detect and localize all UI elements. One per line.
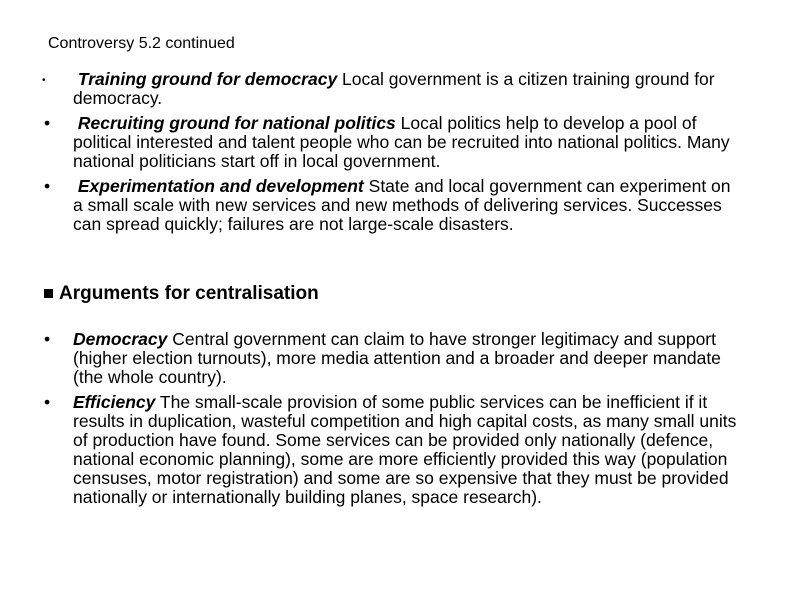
item-text: Central government can claim to have stronger legitimacy and support (higher election turnouts), more media attention and a broader and deeper mandate (the whole country). <box>73 329 721 387</box>
section-heading <box>44 283 319 305</box>
item-term: Democracy <box>73 329 168 349</box>
list-item <box>0 114 800 171</box>
bullet-icon: • <box>42 75 46 86</box>
item-term: Efficiency <box>73 392 156 412</box>
item-term: Training ground for democracy <box>77 69 338 89</box>
list-item <box>0 70 800 108</box>
item-text: Local politics help to develop a pool of political interested and talent people who can be recruited into national politics. Many national politicians start off in local government. <box>73 113 730 171</box>
bullet-icon: • <box>44 329 51 349</box>
bullet-icon: • <box>44 392 51 412</box>
section-heading-text: Arguments for centralisation <box>59 283 319 304</box>
square-bullet-icon <box>44 289 53 298</box>
bullet-icon: • <box>44 176 51 196</box>
item-text: State and local government can experiment on a small scale with new services and new methods of delivering services. Successes can spread quickly; failures are not large-scale disasters. <box>73 176 731 234</box>
item-term: Experimentation and development <box>77 176 364 196</box>
item-text: The small-scale provision of some public services can be inefficient if it results in duplication, wasteful competition and high capital costs, as many small units of production have found. Some services can be provided only nationally (defence, national economic planning), some are more efficiently provided this way (population censuses, motor registration) and some are so expensive that they must be provided nationally or internationally building planes, space research). <box>73 392 737 507</box>
slide-title: Controversy 5.2 continued <box>48 35 235 52</box>
centralisation-list <box>0 330 800 513</box>
item-term: Recruiting ground for national politics <box>77 113 396 133</box>
bullet-icon: • <box>44 113 51 133</box>
list-item <box>0 330 800 387</box>
decentralisation-list <box>0 70 800 240</box>
list-item <box>0 177 800 234</box>
item-text: Local government is a citizen training ground for democracy. <box>73 69 715 108</box>
list-item <box>0 393 800 507</box>
